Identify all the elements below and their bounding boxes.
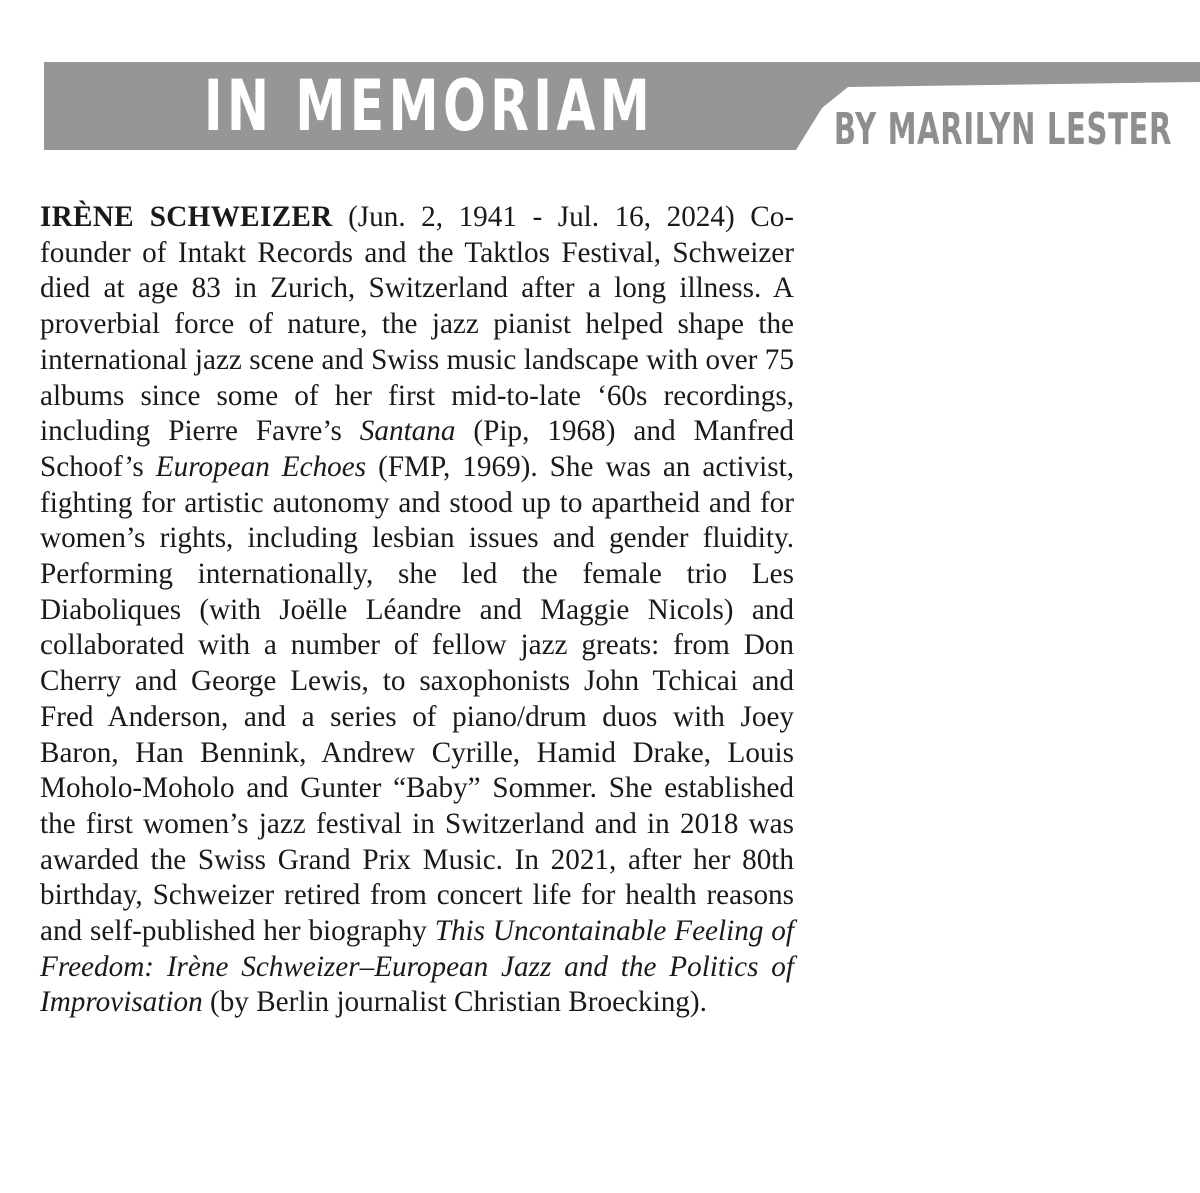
byline: BY MARILYN LESTER (833, 103, 1173, 155)
obituary-text-1: Co-founder of Intakt Records and the Taktlos Festival, Schweizer died at age 83 in Zurich, Switzerland after a long illness. A proverbial force of nature, the jazz pianist helped shape the international jazz scene and Swiss music landscape with over 75 albums since some of her first mid-to-late ‘60s recordings, including Pierre Favre’s (40, 201, 795, 448)
album-title-santana: Santana (359, 415, 456, 448)
obituary-article (40, 200, 794, 1021)
section-header (0, 0, 1200, 160)
obituary-text-3: (FMP, 1969). She was an activist, fighting for artistic autonomy and stood up to apartheid and for women’s rights, including lesbian issues and gender fluidity. Performing internationally, she led the female trio Les Diaboliques (with Joëlle Léandre and Maggie Nicols) and collaborated with a number of fellow jazz greats: from Don Cherry and George Lewis, to saxophonists John Tchicai and Fred Anderson, and a series of piano/drum duos with Joey Baron, Han Bennink, Andrew Cyrille, Hamid Drake, Louis Moholo-Moholo and Gunter “Baby” Sommer. She established the first women’s jazz festival in Switzerland and in 2018 was awarded the Swiss Grand Prix Music. In 2021, after her 80th birthday, Schweizer retired from concert life for health reasons and self-published her biography (40, 450, 794, 948)
book-title: This Uncontainable Feeling of Freedom: Irène Schweizer–European Jazz and the Politics of Improvisation (40, 915, 795, 1019)
obituary-text-4: (by Berlin journalist Christian Broecking). (209, 986, 707, 1019)
album-title-european-echoes: European Echoes (155, 450, 367, 483)
obituary-dates: (Jun. 2, 1941 - Jul. 16, 2024) (348, 201, 735, 233)
section-title: IN MEMORIAM (203, 65, 655, 147)
obituary-text-2: (Pip, 1968) and Manfred Schoof’s (40, 415, 794, 483)
obituary-name: IRÈNE SCHWEIZER (40, 201, 333, 233)
